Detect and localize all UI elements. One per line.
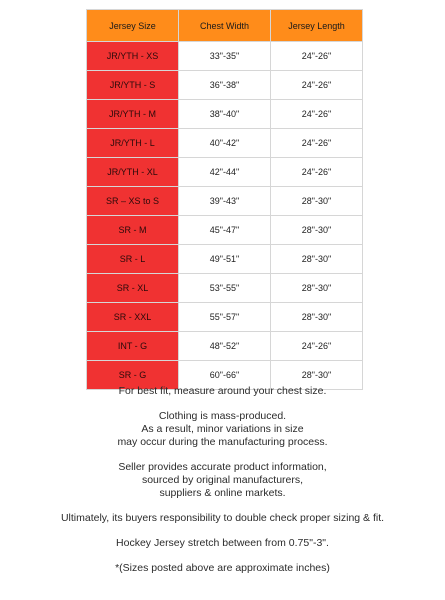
table-row — [87, 158, 363, 187]
size-cell: SR - XL — [87, 274, 179, 303]
length-cell: 28"-30" — [271, 216, 363, 245]
chest-cell: 60"-66" — [179, 361, 271, 390]
length-cell: 28"-30" — [271, 274, 363, 303]
table-row — [87, 332, 363, 361]
size-cell: JR/YTH - XS — [87, 42, 179, 71]
length-cell: 24"-26" — [271, 129, 363, 158]
length-cell: 24"-26" — [271, 100, 363, 129]
chest-cell: 40"-42" — [179, 129, 271, 158]
length-cell: 24"-26" — [271, 158, 363, 187]
table-header-row — [87, 10, 363, 42]
size-cell: JR/YTH - L — [87, 129, 179, 158]
chest-cell: 45"-47" — [179, 216, 271, 245]
size-cell: SR – XS to S — [87, 187, 179, 216]
size-cell: INT - G — [87, 332, 179, 361]
note-line: As a result, minor variations in size — [141, 423, 304, 435]
chest-cell: 33"-35" — [179, 42, 271, 71]
size-cell: JR/YTH - S — [87, 71, 179, 100]
chest-cell: 39"-43" — [179, 187, 271, 216]
size-chart-table — [86, 9, 363, 390]
chest-cell: 55"-57" — [179, 303, 271, 332]
size-cell: SR - L — [87, 245, 179, 274]
table-row — [87, 245, 363, 274]
note-responsibility: Ultimately, its buyers responsibility to double check proper sizing & fit. — [60, 512, 385, 524]
chest-cell: 49"-51" — [179, 245, 271, 274]
note-seller — [0, 461, 445, 500]
sizing-notes — [0, 385, 445, 587]
length-cell: 28"-30" — [271, 361, 363, 390]
chest-cell: 53"-55" — [179, 274, 271, 303]
note-line: Seller provides accurate product information, — [118, 461, 327, 473]
table-row — [87, 71, 363, 100]
chest-cell: 42"-44" — [179, 158, 271, 187]
table-row — [87, 129, 363, 158]
note-line: sourced by original manufacturers, — [141, 474, 304, 486]
header-jersey-size: Jersey Size — [87, 10, 179, 42]
length-cell: 24"-26" — [271, 332, 363, 361]
table-row — [87, 274, 363, 303]
note-line: may occur during the manufacturing process. — [117, 436, 328, 448]
note-line: Clothing is mass-produced. — [158, 410, 287, 422]
note-line: suppliers & online markets. — [159, 487, 286, 499]
chest-cell: 38"-40" — [179, 100, 271, 129]
length-cell: 28"-30" — [271, 187, 363, 216]
note-stretch: Hockey Jersey stretch between from 0.75"-3". — [116, 537, 329, 549]
size-cell: JR/YTH - XL — [87, 158, 179, 187]
header-jersey-length: Jersey Length — [271, 10, 363, 42]
chest-cell: 36"-38" — [179, 71, 271, 100]
length-cell: 24"-26" — [271, 42, 363, 71]
length-cell: 24"-26" — [271, 71, 363, 100]
table-row — [87, 42, 363, 71]
note-mass-produced — [0, 410, 445, 449]
note-approximate: *(Sizes posted above are approximate inches) — [115, 562, 330, 574]
size-cell: JR/YTH - M — [87, 100, 179, 129]
table-row — [87, 100, 363, 129]
size-cell: SR - M — [87, 216, 179, 245]
table-row — [87, 187, 363, 216]
length-cell: 28"-30" — [271, 303, 363, 332]
header-chest-width: Chest Width — [179, 10, 271, 42]
table-row — [87, 303, 363, 332]
size-cell: SR - G — [87, 361, 179, 390]
table-row — [87, 216, 363, 245]
note-fit: For best fit, measure around your chest size. — [118, 385, 327, 397]
size-cell: SR - XXL — [87, 303, 179, 332]
chest-cell: 48"-52" — [179, 332, 271, 361]
length-cell: 28"-30" — [271, 245, 363, 274]
